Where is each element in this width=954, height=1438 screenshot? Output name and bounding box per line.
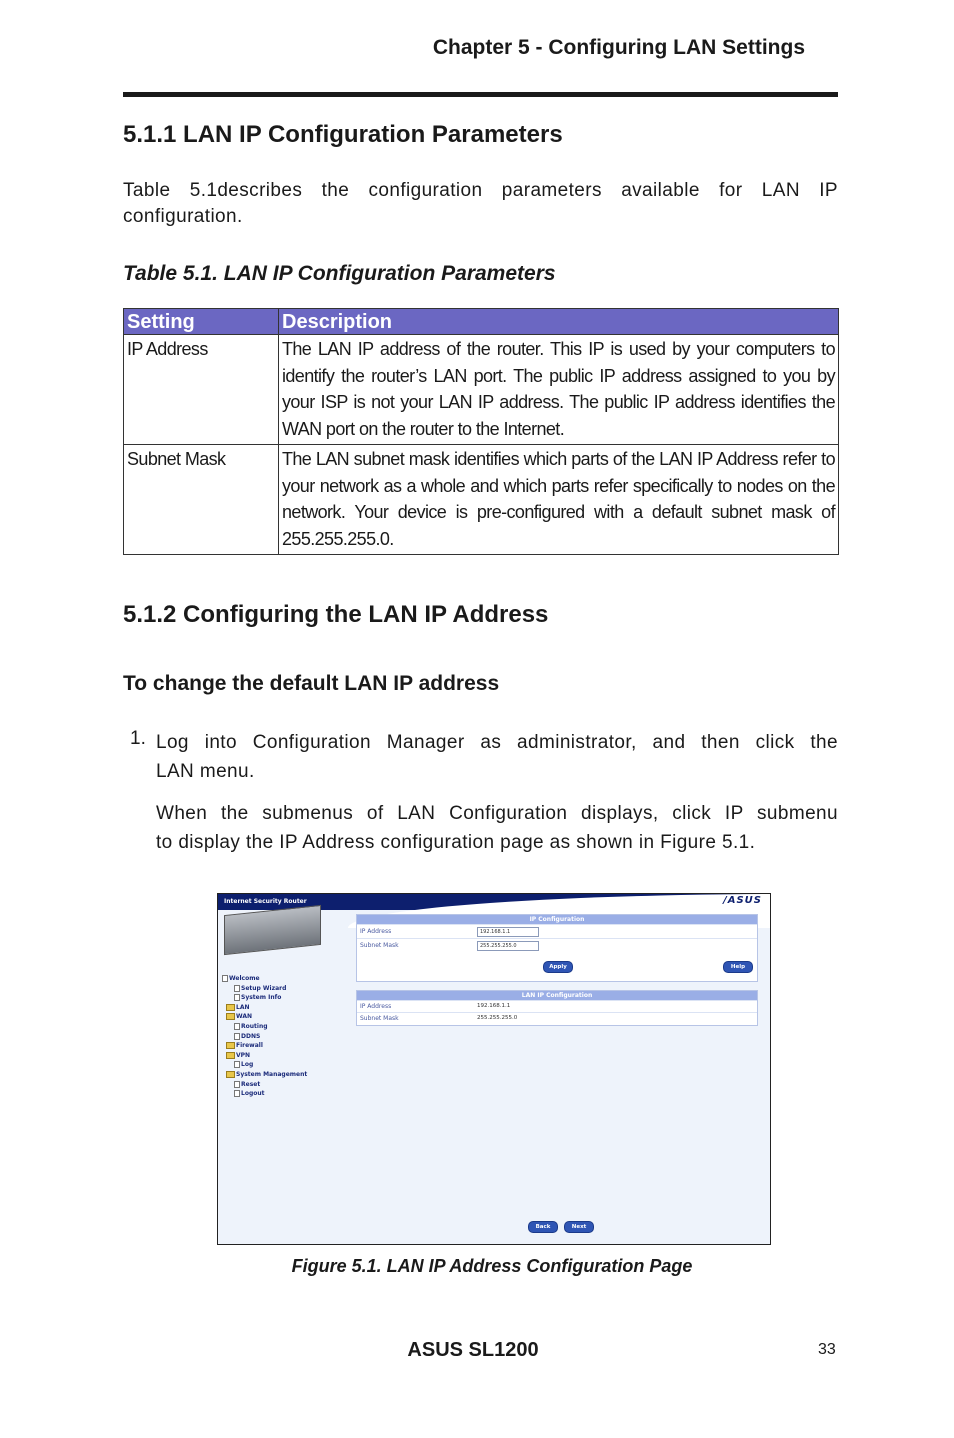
nav-item-wan[interactable]: WAN bbox=[222, 1012, 307, 1022]
lan-ip-address-value: 192.168.1.1 bbox=[477, 1003, 511, 1009]
lan-ip-address-row bbox=[357, 1000, 757, 1012]
column-header-description: Description bbox=[279, 309, 839, 335]
table-row bbox=[124, 335, 839, 445]
column-header-setting: Setting bbox=[124, 309, 279, 335]
figure-caption: Figure 5.1. LAN IP Address Configuration Page bbox=[291, 1256, 693, 1276]
folder-icon bbox=[226, 1052, 235, 1059]
step-number: 1. bbox=[130, 728, 146, 749]
intro-line-2: configuration. bbox=[123, 206, 243, 227]
step-line-2: LAN menu. bbox=[156, 761, 255, 782]
setting-cell: Subnet Mask bbox=[124, 445, 279, 555]
step-line-1: Log into Configuration Manager as administrator, and then click the bbox=[156, 732, 838, 753]
lan-ip-config-title: LAN IP Configuration bbox=[357, 991, 757, 1000]
description-cell: The LAN subnet mask identifies which parts of the LAN IP Address refer to your network as a whole and which parts refer specifically to nodes on the network. Your device is pre-configured with a default subnet mask of 255.255.255.0. bbox=[279, 445, 839, 555]
lan-ip-address-label: IP Address bbox=[360, 1003, 392, 1010]
chapter-header: Chapter 5 - Configuring LAN Settings bbox=[432, 36, 805, 59]
next-button[interactable]: Next bbox=[564, 1221, 594, 1233]
ip-address-row bbox=[357, 924, 757, 938]
folder-icon bbox=[226, 1042, 235, 1049]
nav-item[interactable]: Routing bbox=[222, 1022, 307, 1032]
header-rule bbox=[123, 92, 838, 97]
folder-icon bbox=[226, 1013, 235, 1020]
subnet-mask-label: Subnet Mask bbox=[360, 942, 399, 949]
page-icon bbox=[234, 994, 240, 1001]
nav-item-vpn[interactable]: VPN bbox=[222, 1051, 307, 1061]
product-name: Internet Security Router bbox=[224, 898, 307, 905]
nav-welcome[interactable]: Welcome bbox=[222, 974, 307, 984]
help-button[interactable]: Help bbox=[723, 961, 753, 973]
folder-icon bbox=[226, 1071, 235, 1078]
nav-item[interactable]: Reset bbox=[222, 1080, 307, 1090]
apply-button[interactable]: Apply bbox=[543, 961, 573, 973]
ip-address-label: IP Address bbox=[360, 928, 392, 935]
page-icon bbox=[222, 975, 228, 982]
router-image bbox=[224, 905, 321, 955]
table-caption: Table 5.1. LAN IP Configuration Parameters bbox=[123, 262, 556, 285]
page-icon bbox=[234, 1090, 240, 1097]
intro-line-1: Table 5.1describes the configuration parameters available for LAN IP bbox=[123, 180, 838, 201]
setting-cell: IP Address bbox=[124, 335, 279, 445]
nav-item-system-management[interactable]: System Management bbox=[222, 1070, 307, 1080]
footer-product: ASUS SL1200 bbox=[407, 1339, 539, 1361]
page-icon bbox=[234, 1061, 240, 1068]
followup-line-1: When the submenus of LAN Configuration displays, click IP submenu bbox=[156, 803, 838, 824]
section-title-5-1-1: 5.1.1 LAN IP Configuration Parameters bbox=[123, 121, 563, 148]
nav-item-firewall[interactable]: Firewall bbox=[222, 1041, 307, 1051]
back-button[interactable]: Back bbox=[528, 1221, 558, 1233]
config-page-screenshot bbox=[217, 893, 771, 1245]
nav-item[interactable]: Logout bbox=[222, 1089, 307, 1099]
description-cell: The LAN IP address of the router. This IP is used by your computers to identify the router’s LAN port. The public IP address assigned to you by your ISP is not your LAN IP address. The public IP address identifies the WAN port on the router to the Internet. bbox=[279, 335, 839, 445]
table-row bbox=[124, 445, 839, 555]
nav-item-lan[interactable]: LAN bbox=[222, 1003, 307, 1013]
nav-item[interactable]: System Info bbox=[222, 993, 307, 1003]
asus-logo: /ASUS bbox=[723, 895, 762, 906]
lan-subnet-mask-label: Subnet Mask bbox=[360, 1015, 399, 1022]
procedure-title: To change the default LAN IP address bbox=[123, 672, 500, 695]
nav-item[interactable]: Setup Wizard bbox=[222, 984, 307, 994]
ip-config-title: IP Configuration bbox=[357, 915, 757, 924]
parameters-table bbox=[123, 308, 839, 555]
ip-config-panel bbox=[356, 914, 758, 982]
lan-subnet-mask-value: 255.255.255.0 bbox=[477, 1015, 518, 1021]
nav-item[interactable]: Log bbox=[222, 1060, 307, 1070]
page-number: 33 bbox=[818, 1341, 836, 1358]
nav-tree bbox=[222, 974, 307, 1099]
nav-item[interactable]: DDNS bbox=[222, 1032, 307, 1042]
page-icon bbox=[234, 985, 240, 992]
section-title-5-1-2: 5.1.2 Configuring the LAN IP Address bbox=[123, 601, 549, 628]
lan-ip-config-panel bbox=[356, 990, 758, 1026]
subnet-mask-input[interactable]: 255.255.255.0 bbox=[477, 941, 539, 951]
folder-icon bbox=[226, 1004, 235, 1011]
page-icon bbox=[234, 1081, 240, 1088]
lan-subnet-mask-row bbox=[357, 1012, 757, 1024]
subnet-mask-row bbox=[357, 938, 757, 952]
ip-address-input[interactable]: 192.168.1.1 bbox=[477, 927, 539, 937]
table-header-row bbox=[124, 309, 839, 335]
page-icon bbox=[234, 1023, 240, 1030]
followup-line-2: to display the IP Address configuration page as shown in Figure 5.1. bbox=[156, 832, 756, 853]
page-icon bbox=[234, 1033, 240, 1040]
